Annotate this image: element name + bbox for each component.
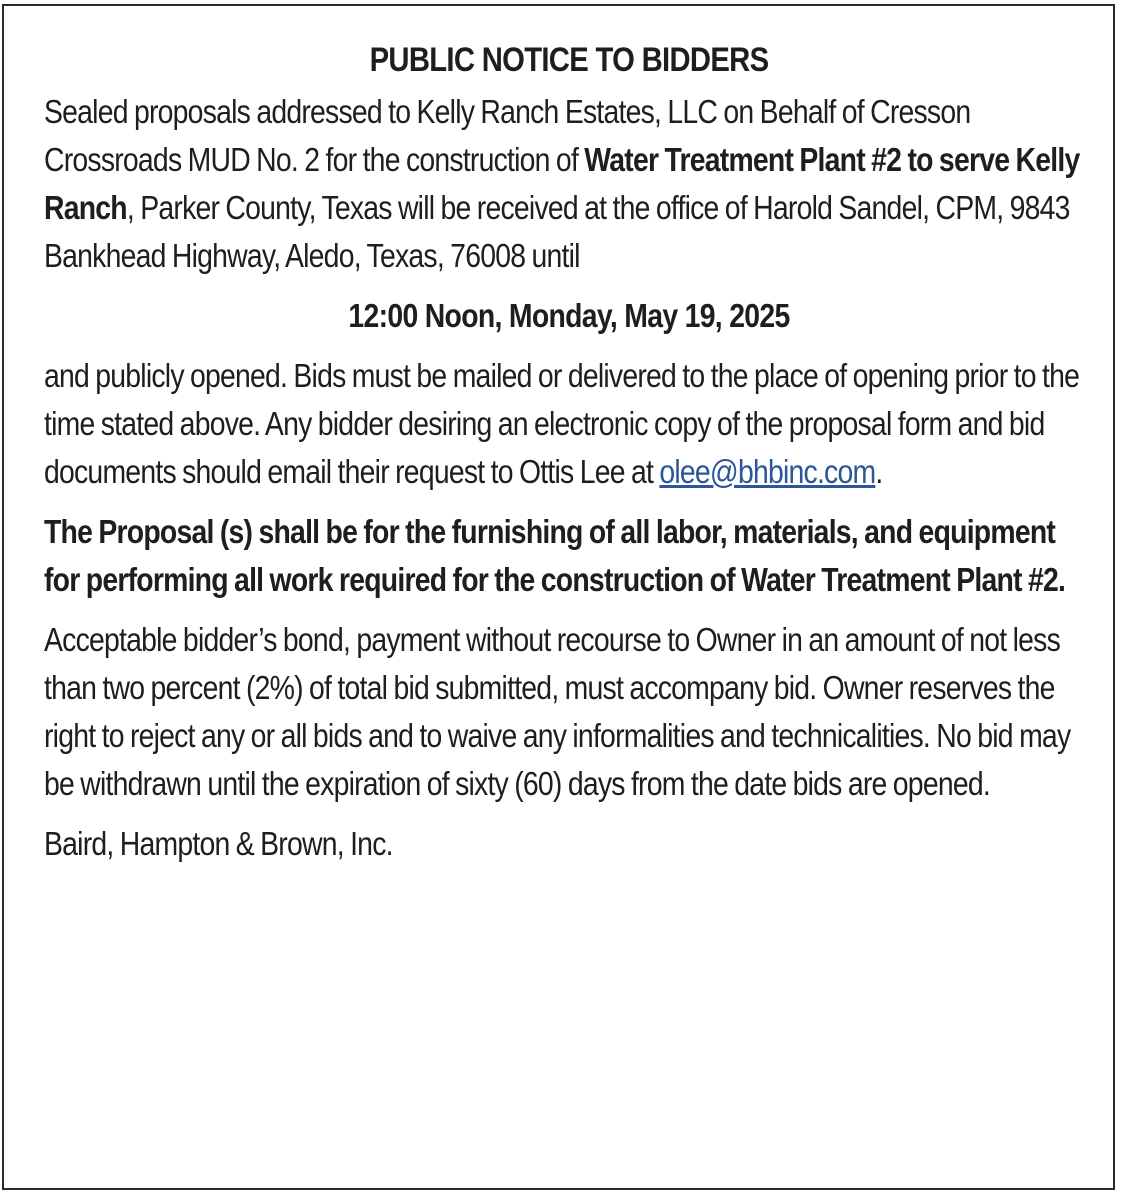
intro-text-1: Sealed proposals addressed to Kelly Ranch Estates, LLC on Behalf of Cresson Crossroads MUD No. 2 for the construction of [44,93,971,178]
notice-title: PUBLIC NOTICE TO BIDDERS [369,41,769,79]
signature: Baird, Hampton & Brown, Inc. [44,825,393,862]
notice-content [44,36,1094,880]
intro-text-2: , Parker County, Texas will be received at the office of Harold Sandel, CPM, 9843 Bankhead Highway, Aledo, Texas, 76008 until [44,189,1070,274]
opening-text: and publicly opened. Bids must be mailed or delivered to the place of opening prior to the time stated above. Any bidder desiring an electronic copy of the proposal form and bid documents should email their request to Ottis Lee at [44,357,1080,490]
contact-email-link[interactable]: olee@bhbinc.com [659,453,876,490]
project-name: Water Treatment Plant #2 to serve Kelly Ranch [44,141,1080,226]
opening-text-end: . [875,453,883,490]
public-notice [2,4,1115,1190]
bid-deadline: 12:00 Noon, Monday, May 19, 2025 [348,297,790,334]
proposal-scope-paragraph: The Proposal (s) shall be for the furnishing of all labor, materials, and equipment for performing all work required for the construction of Water Treatment Plant #2. [44,513,1066,598]
opening-paragraph [44,352,1095,496]
bond-paragraph: Acceptable bidder’s bond, payment without recourse to Owner in an amount of not less than two percent (2%) of total bid submitted, must accompany bid. Owner reserves the right to reject any or all bids and to waive any informalities and technicalities. No bid may be withdrawn until the expiration of sixty (60) days from the date bids are opened. [44,621,1071,802]
intro-paragraph [44,88,1095,280]
